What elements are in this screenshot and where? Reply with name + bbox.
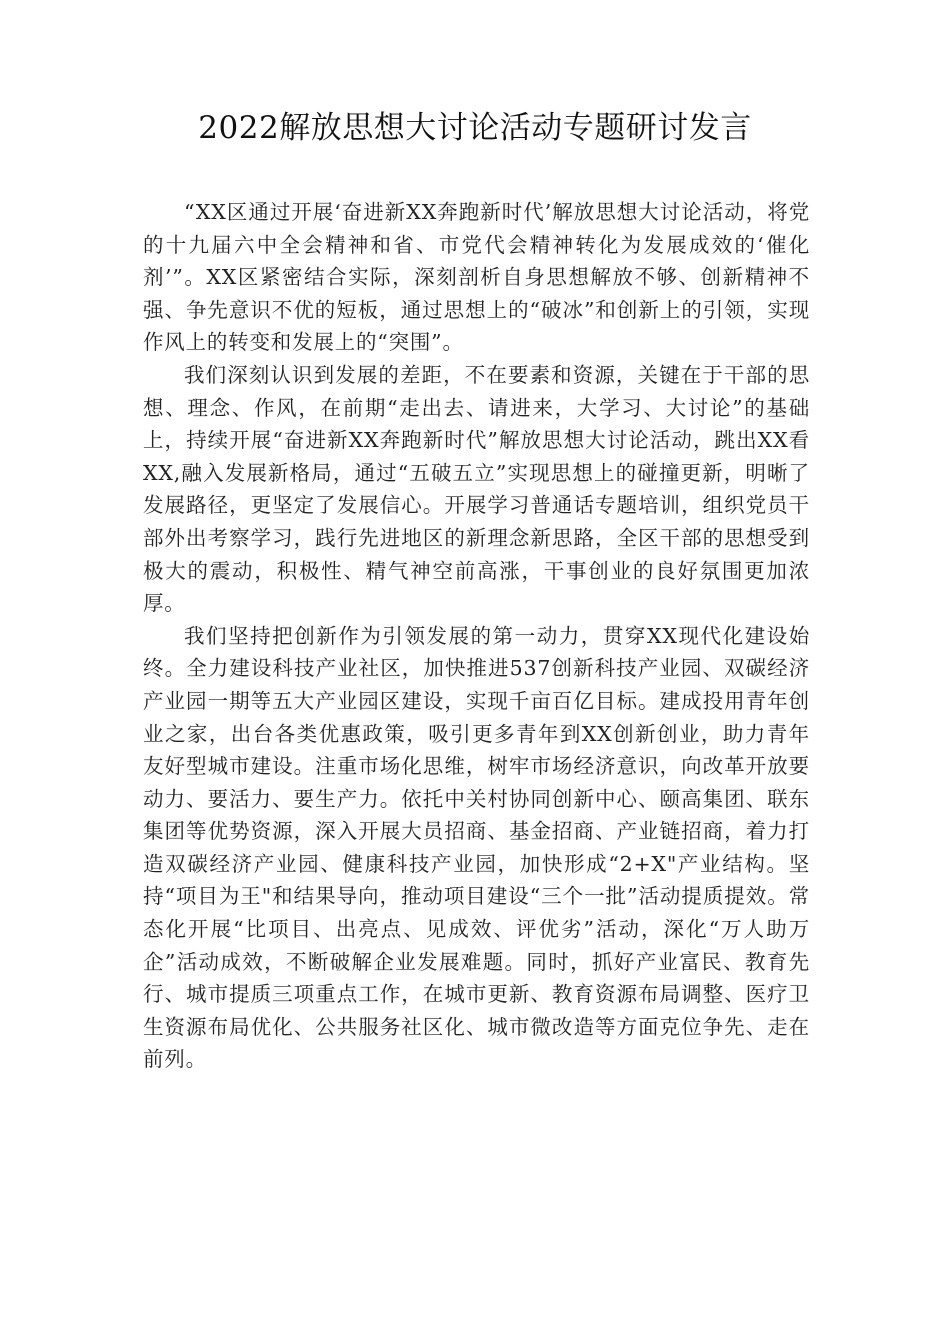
document-title: 2022解放思想大讨论活动专题研讨发言 [198, 110, 752, 146]
paragraph-1: “XX区通过开展‘奋进新XX奔跑新时代’解放思想大讨论活动，将党的十九届六中全会精神和省、市党代会精神转化为发展成效的‘催化剂’”。XX区紧密结合实际，深刻剖析自身思想解放不够、创新精神不强、争先意识不优的短板，通过思想上的“破冰”和创新上的引领，实现作风上的转变和发展上的“突围”。 [143, 200, 810, 355]
paragraph-2: 我们深刻认识到发展的差距，不在要素和资源，关键在于干部的思想、理念、作风，在前期“走出去、请进来，大学习、大讨论”的基础上，持续开展“奋进新XX奔跑新时代”解放思想大讨论活动，跳出XX看XX,融入发展新格局，通过“五破五立”实现思想上的碰撞更新，明晰了发展路径，更坚定了发展信心。开展学习普通话专题培训，组织党员干部外出考察学习，践行先进地区的新理念新思路，全区干部的思想受到极大的震动，积极性、精气神空前高涨，干事创业的良好氛围更加浓厚。 [143, 362, 810, 616]
paragraph-3: 我们坚持把创新作为引领发展的第一动力，贯穿XX现代化建设始终。全力建设科技产业社区，加快推进537创新科技产业园、双碳经济产业园一期等五大产业园区建设，实现千亩百亿目标。建成投用青年创业之家，出台各类优惠政策，吸引更多青年到XX创新创业，助力青年友好型城市建设。注重市场化思维，树牢市场经济意识，向改革开放要动力、要活力、要生产力。依托中关村协同创新中心、颐高集团、联东集团等优势资源，深入开展大员招商、基金招商、产业链招商，着力打造双碳经济产业园、健康科技产业园，加快形成“2+X"产业结构。坚持“项目为王"和结果导向，推动项目建设“三个一批”活动提质提效。常态化开展“比项目、出亮点、见成效、评优劣”活动，深化“万人助万企”活动成效，不断破解企业发展难题。同时，抓好产业富民、教育先行、城市提质三项重点工作，在城市更新、教育资源布局调整、医疗卫生资源布局优化、公共服务社区化、城市微改造等方面克位争先、走在前列。 [143, 623, 810, 1072]
document-body [143, 196, 810, 1076]
